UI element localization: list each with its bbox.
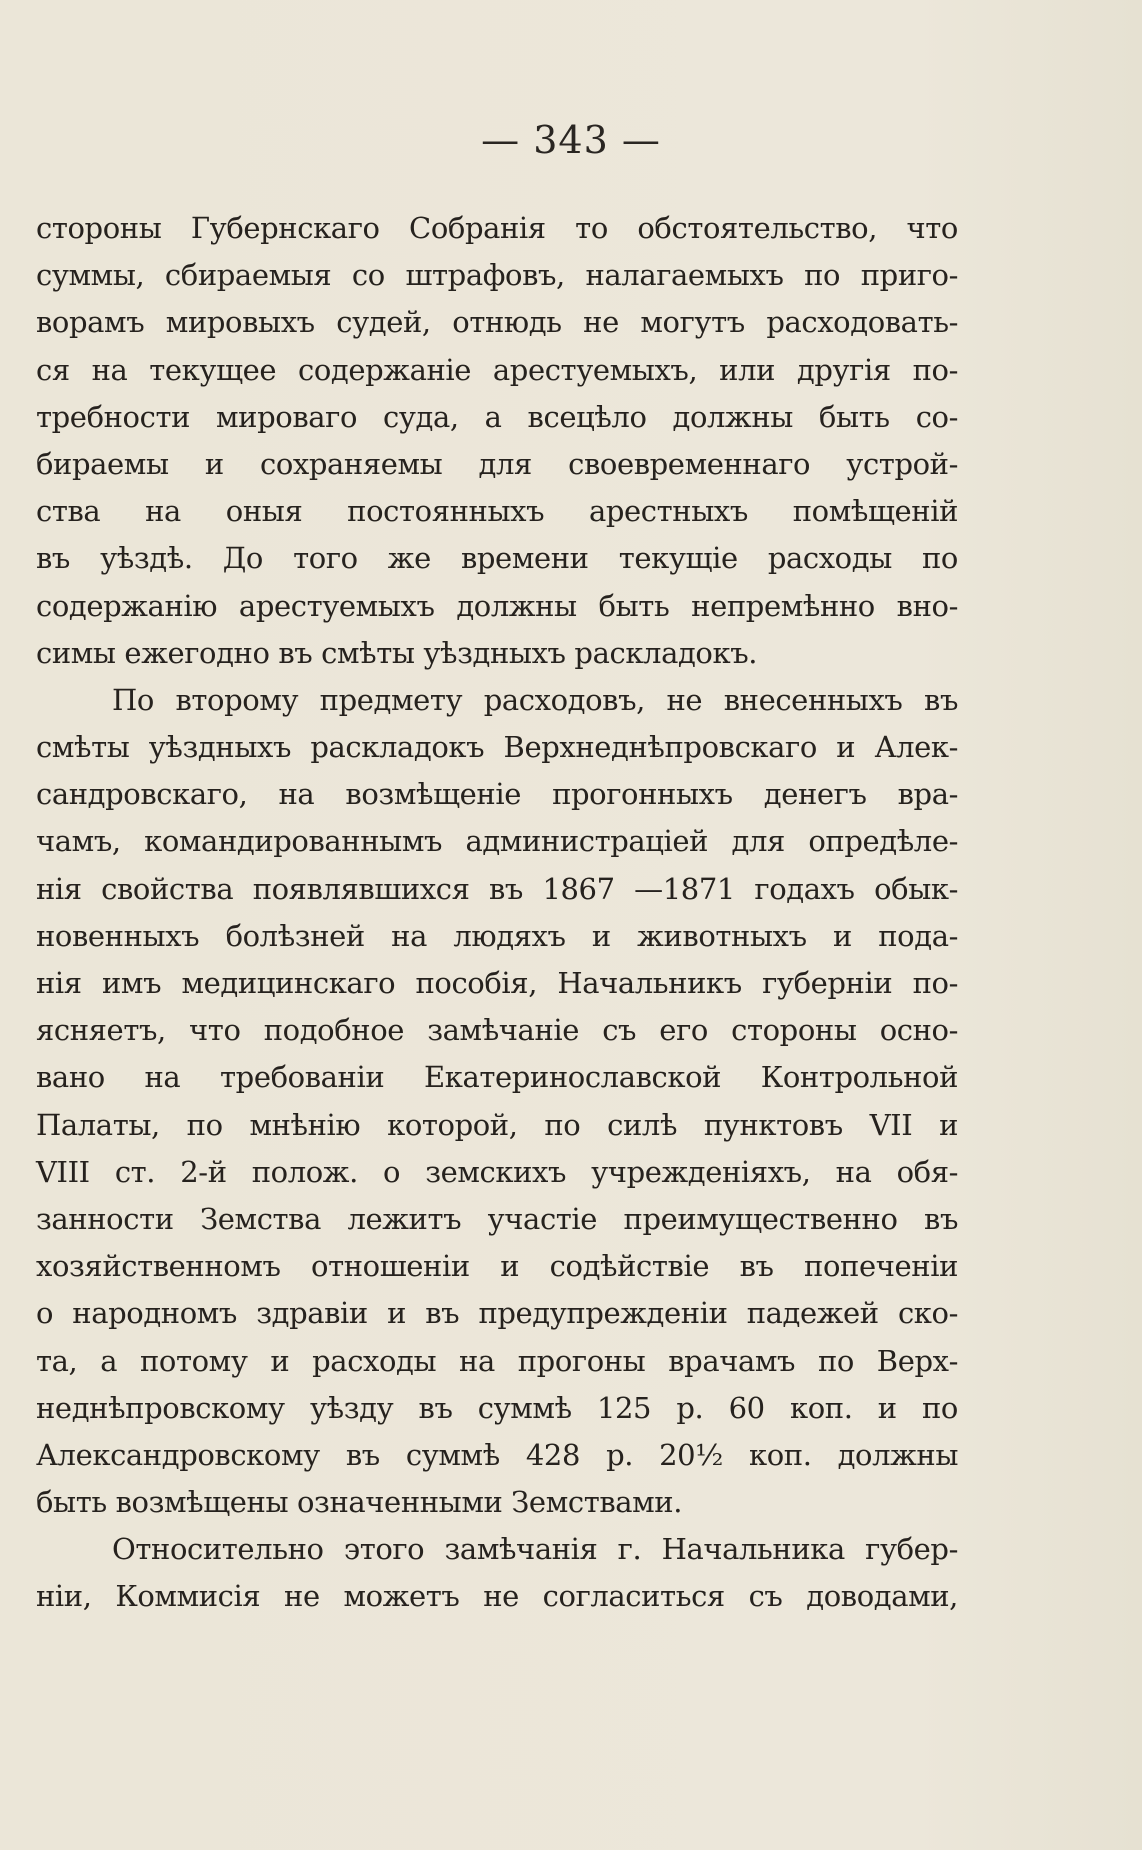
paragraph-start-line: По второму предмету расходовъ, не внесенныхъ въ [112, 682, 958, 717]
text-line: VIII ст. 2-й полож. о земскихъ учрежденіяхъ, на обя- [36, 1154, 958, 1189]
text-line: ясняетъ, что подобное замѣчаніе съ его стороны осно- [36, 1013, 958, 1048]
text-line: бираемы и сохраняемы для своевременнаго устрой- [36, 446, 958, 481]
text-line: сандровскаго, на возмѣщеніе прогонныхъ денегъ вра- [36, 777, 958, 812]
body-text [36, 205, 958, 1621]
text-line: занности Земства лежитъ участіе преимущественно въ [36, 1201, 958, 1236]
text-line: нія имъ медицинскаго пособія, Начальникъ губерніи по- [36, 966, 958, 1000]
text-line: новенныхъ болѣзней на людяхъ и животныхъ и пода- [36, 918, 958, 953]
text-line: хозяйственномъ отношеніи и содѣйствіе въ попеченіи [36, 1249, 958, 1284]
text-line: та, а потому и расходы на прогоны врачамъ по Верх- [36, 1343, 958, 1378]
text-line: суммы, сбираемыя со штрафовъ, налагаемыхъ по приго- [36, 258, 958, 293]
text-line: смѣты уѣздныхъ раскладокъ Верхнеднѣпровскаго и Алек- [36, 730, 958, 765]
text-line: ніи, Коммисія не можетъ не согласиться съ доводами, [36, 1579, 958, 1614]
text-line: о народномъ здравіи и въ предупрежденіи падежей ско- [36, 1296, 958, 1331]
text-line: неднѣпровскому уѣзду въ суммѣ 125 р. 60 коп. и по [36, 1390, 958, 1425]
paragraph-end-line: быть возмѣщены означенными Земствами. [36, 1485, 683, 1520]
text-line: ся на текущее содержаніе арестуемыхъ, или другія по- [36, 352, 958, 387]
text-line: содержанію арестуемыхъ должны быть непремѣнно вно- [36, 588, 958, 623]
text-line: Палаты, по мнѣнію которой, по силѣ пунктовъ VII и [36, 1107, 958, 1142]
text-line: стороны Губернскаго Собранія то обстоятельство, что [36, 211, 958, 245]
text-line: въ уѣздѣ. До того же времени текущіе расходы по [36, 541, 958, 576]
text-line: Александровскому въ суммѣ 428 р. 20½ коп. должны [36, 1437, 958, 1472]
page-number: — 343 — [481, 118, 661, 162]
text-line: вано на требованіи Екатеринославской Контрольной [36, 1060, 958, 1095]
text-line: требности мироваго суда, а всецѣло должны быть со- [36, 399, 958, 434]
text-line: нія свойства появлявшихся въ 1867 —1871 годахъ обык- [36, 871, 958, 906]
text-line: ства на оныя постоянныхъ арестныхъ помѣщеній [36, 494, 958, 529]
text-line: ворамъ мировыхъ судей, отнюдь не могутъ расходовать- [36, 305, 958, 340]
paragraph-start-line: Относительно этого замѣчанія г. Начальника губер- [112, 1532, 958, 1567]
paragraph-end-line: симы ежегодно въ смѣты уѣздныхъ раскладокъ. [36, 635, 758, 670]
text-line: чамъ, командированнымъ администраціей для опредѣле- [36, 824, 958, 859]
